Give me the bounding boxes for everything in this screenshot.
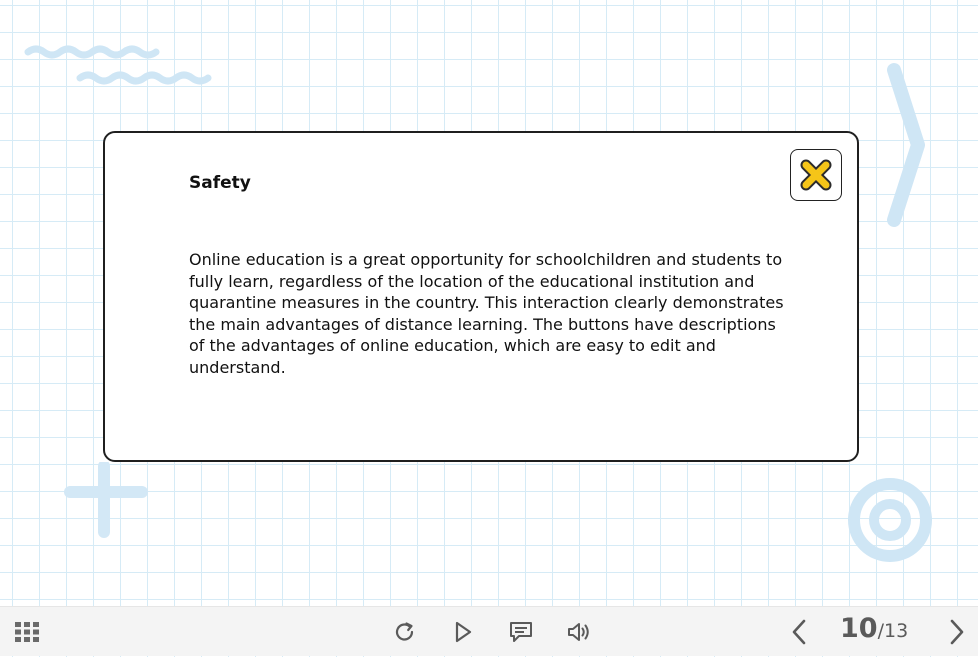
total-slide-count: 13 xyxy=(883,620,909,642)
play-icon xyxy=(453,620,473,644)
notes-button[interactable] xyxy=(506,607,536,657)
close-x-icon xyxy=(799,158,833,192)
play-button[interactable] xyxy=(450,607,476,657)
previous-slide-button[interactable] xyxy=(786,607,812,657)
slide-counter-separator: / xyxy=(877,620,884,642)
popup-title: Safety xyxy=(189,173,251,193)
chevron-left-icon xyxy=(789,618,809,646)
circle-decoration xyxy=(842,476,942,576)
popup-body-text: Online education is a great opportunity for schoolchildren and students to fully learn, regardless of the location of the educational institution and quarantine measures in the country. This interaction clearly demonstrates the main advantages of distance learning. The buttons have descriptions of the advantages of online education, which are easy to edit and understand. xyxy=(189,250,784,377)
close-button[interactable] xyxy=(790,149,842,201)
volume-icon xyxy=(566,620,592,644)
info-popup xyxy=(103,131,859,462)
menu-button[interactable] xyxy=(10,607,44,657)
next-slide-button[interactable] xyxy=(944,607,970,657)
replay-button[interactable] xyxy=(390,607,420,657)
volume-button[interactable] xyxy=(564,607,594,657)
notes-icon xyxy=(508,620,534,644)
slide-counter xyxy=(840,613,908,653)
plus-decoration xyxy=(62,462,152,542)
scribble-decoration-top-left xyxy=(24,42,234,92)
player-control-bar xyxy=(0,606,978,656)
replay-icon xyxy=(393,620,417,644)
chevron-right-icon xyxy=(947,618,967,646)
grid-menu-icon xyxy=(15,622,39,642)
current-slide-number: 10 xyxy=(840,613,878,644)
chevron-decoration xyxy=(884,60,934,230)
